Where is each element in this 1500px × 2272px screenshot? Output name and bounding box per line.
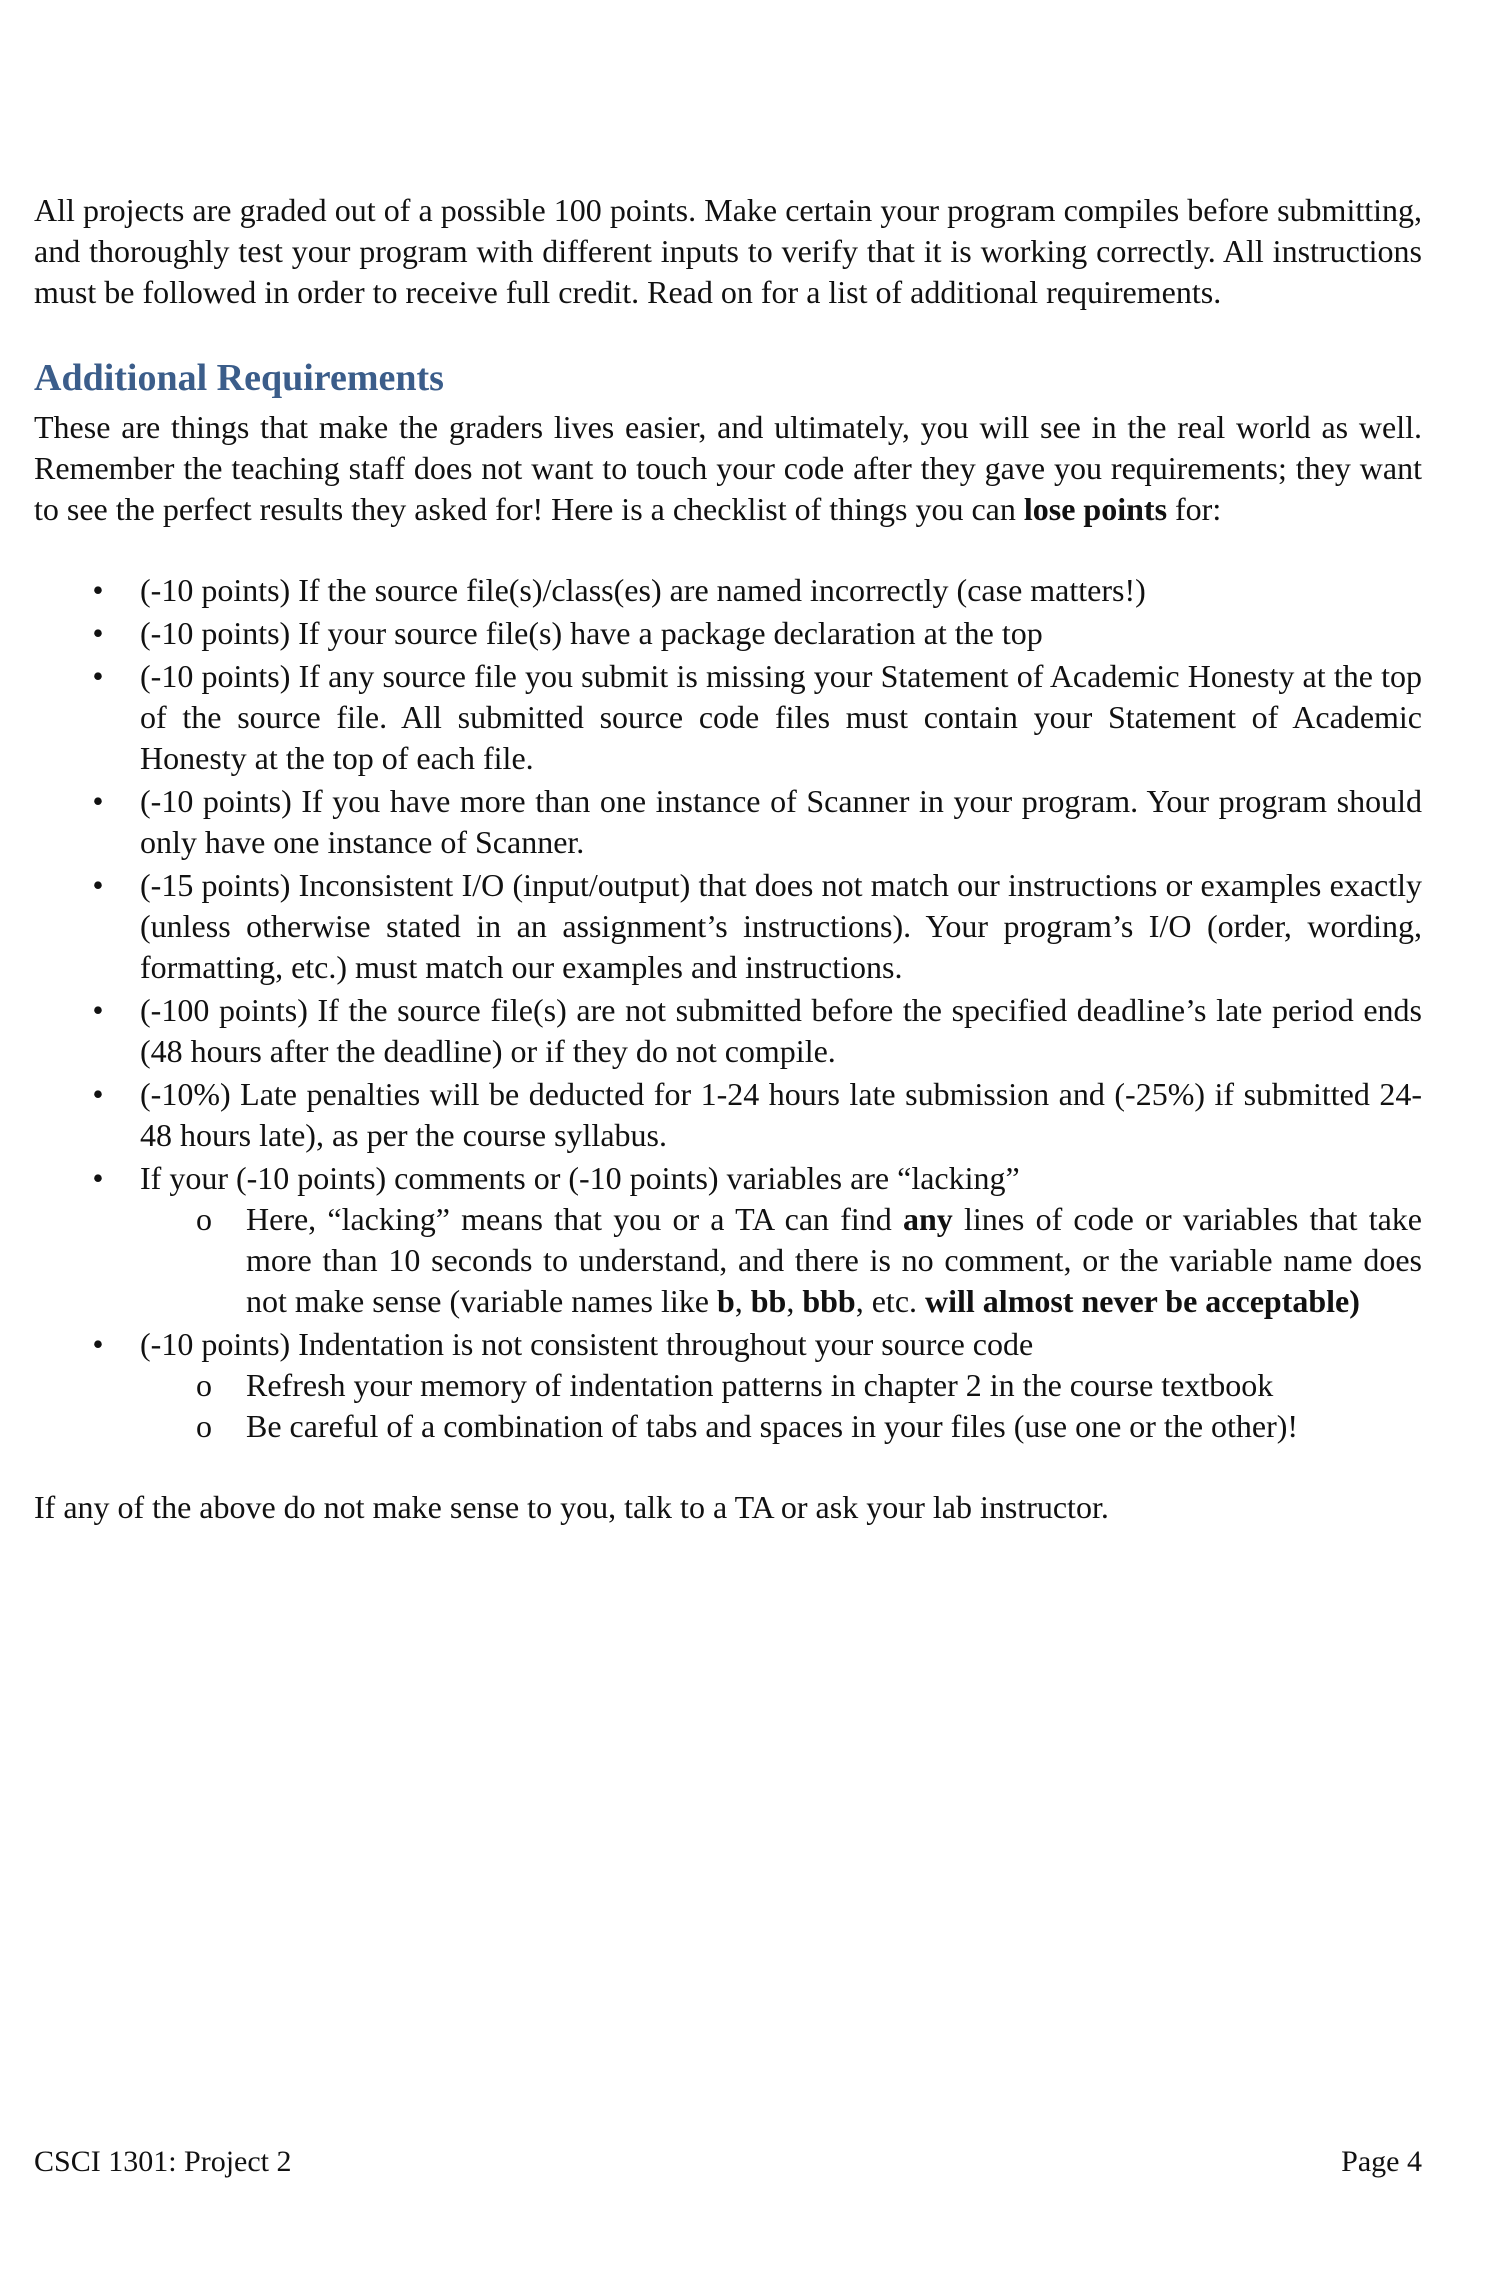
lacking-text-2: lines of code or variables that take more than 10 seconds to understand, and there is no comment, or the variable name does not make sense (variable names like [246, 1201, 1423, 1319]
requirements-checklist [34, 570, 1422, 1447]
checklist-item-text: (-10%) Late penalties will be deducted for 1-24 hours late submission and (-25%) if submitted 24-48 hours late), as per the course syllabus. [140, 1076, 1422, 1153]
footer-page-number: Page 4 [1341, 2145, 1422, 2178]
sublist-item [140, 1199, 1422, 1322]
lacking-text-1: Here, “lacking” means that you or a TA can find [246, 1201, 903, 1237]
intro-paragraph: All projects are graded out of a possible 100 points. Make certain your program compiles before submitting, and thoroughly test your program with different inputs to verify that it is working correctly. All instructions must be followed in order to receive full credit. Read on for a list of additional requirements. [34, 192, 1422, 310]
sub-bullet-icon: o [196, 1367, 212, 1403]
checklist-item [34, 990, 1422, 1072]
bullet-icon: • [92, 658, 104, 694]
footer-course-title: CSCI 1301: Project 2 [34, 2145, 292, 2178]
sub-bullet-icon: o [196, 1201, 212, 1237]
checklist-item [34, 656, 1422, 779]
checklist-item [34, 781, 1422, 863]
bullet-icon: • [92, 572, 104, 608]
bullet-icon: • [92, 1160, 104, 1196]
lacking-sublist [140, 1199, 1422, 1322]
checklist-item-text: (-15 points) Inconsistent I/O (input/output) that does not match our instructions or examples exactly (unless otherwise stated in an assignment’s instructions). Your program’s I/O (order, wording, formatting, etc.) must match our examples and instructions. [140, 867, 1422, 985]
requirements-lead-paragraph [34, 407, 1422, 530]
checklist-item [34, 865, 1422, 988]
lead-text-before: These are things that make the graders lives easier, and ultimately, you will see in the real world as well. Remember the teaching staff does not want to touch your code after they gave you requirements; they want to see the perfect results they asked for! Here is a checklist of things you can [34, 409, 1422, 527]
sub-bullet-icon: o [196, 1408, 212, 1444]
lacking-text-4: , [786, 1283, 803, 1319]
document-page [34, 190, 1422, 1528]
lacking-bold-2: b [716, 1283, 735, 1319]
checklist-item-text: If your (-10 points) comments or (-10 points) variables are “lacking” [140, 1160, 1020, 1196]
checklist-item-text: (-10 points) If your source file(s) have a package declaration at the top [140, 615, 1043, 651]
checklist-item-text: (-10 points) If any source file you submit is missing your Statement of Academic Honesty at the top of the source file. All submitted source code files must contain your Statement of Academic Honesty at the top of each file. [140, 658, 1422, 776]
lacking-bold-4: bbb [802, 1283, 856, 1319]
sublist-item [140, 1365, 1422, 1406]
indentation-sublist [140, 1365, 1422, 1447]
checklist-item [34, 1074, 1422, 1156]
sublist-item [140, 1406, 1422, 1447]
lacking-bold-1: any [902, 1201, 953, 1237]
checklist-item [34, 613, 1422, 654]
bullet-icon: • [92, 783, 104, 819]
lead-text-after: for: [1167, 491, 1222, 527]
checklist-item-text: (-100 points) If the source file(s) are not submitted before the specified deadline’s late period ends (48 hours after the deadline) or if they do not compile. [140, 992, 1422, 1069]
bullet-icon: • [92, 615, 104, 651]
bullet-icon: • [92, 867, 104, 903]
lead-bold-text: lose points [1023, 491, 1168, 527]
bullet-icon: • [92, 1326, 104, 1362]
lacking-bold-3: bb [750, 1283, 787, 1319]
checklist-item [34, 1324, 1422, 1447]
checklist-item [34, 570, 1422, 611]
lacking-text-3: , [734, 1283, 751, 1319]
section-heading: Additional Requirements [34, 357, 444, 399]
sublist-item-text: Refresh your memory of indentation patterns in chapter 2 in the course textbook [246, 1367, 1274, 1403]
bullet-icon: • [92, 992, 104, 1028]
sublist-item-text: Be careful of a combination of tabs and spaces in your files (use one or the other)! [246, 1408, 1299, 1444]
checklist-item-text: (-10 points) If you have more than one instance of Scanner in your program. Your program should only have one instance of Scanner. [140, 783, 1422, 860]
page-footer [34, 2142, 1422, 2182]
lacking-text-5: , etc. [855, 1283, 926, 1319]
lacking-bold-5: will almost never be acceptable) [925, 1283, 1360, 1319]
checklist-item [34, 1158, 1422, 1322]
closing-paragraph: If any of the above do not make sense to you, talk to a TA or ask your lab instructor. [34, 1489, 1109, 1525]
checklist-item-text: (-10 points) If the source file(s)/class(es) are named incorrectly (case matters!) [140, 572, 1146, 608]
bullet-icon: • [92, 1076, 104, 1112]
checklist-item-text: (-10 points) Indentation is not consistent throughout your source code [140, 1326, 1034, 1362]
